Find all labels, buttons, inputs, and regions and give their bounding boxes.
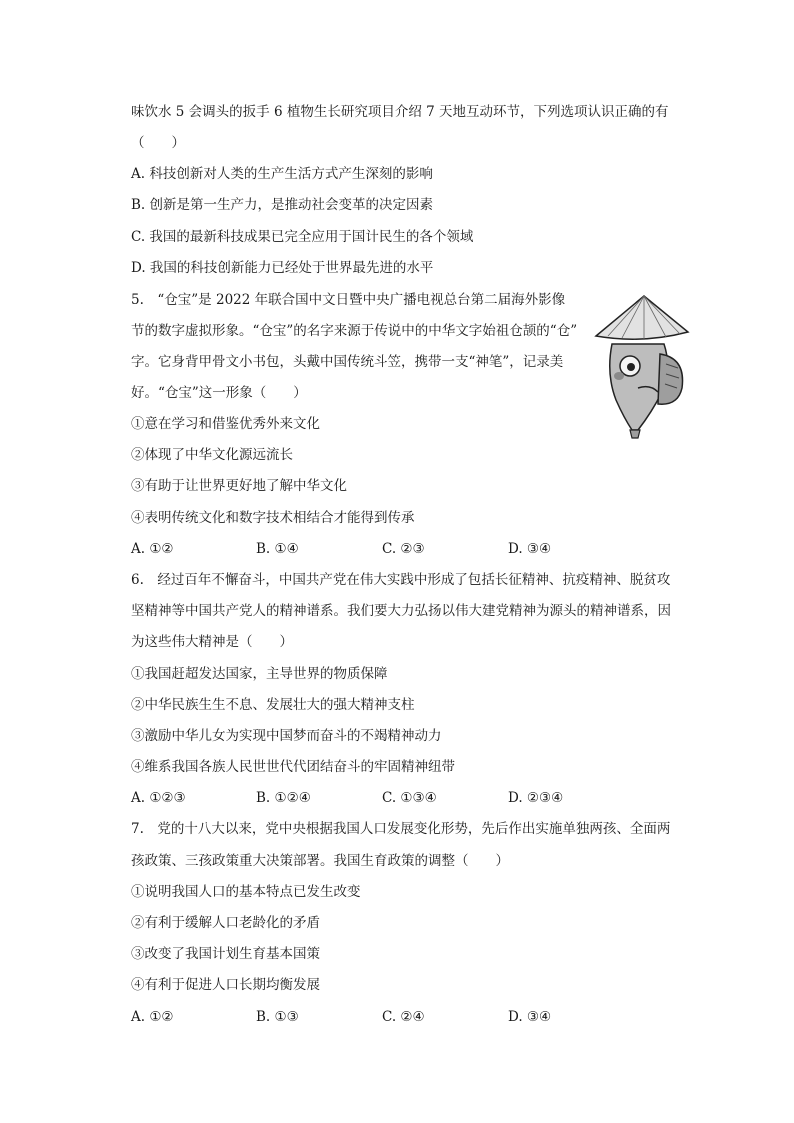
q6-stem-line-2: 坚精神等中国共产党人的精神谱系。我们要大力弘扬以伟大建党精神为源头的精神谱系，因 — [131, 603, 671, 619]
q7-stem-line-1: 7. 党的十八大以来，党中央根据我国人口发展变化形势，先后作出实施单独两孩、全面两 — [131, 821, 671, 837]
q4-answer-blank: （ ） — [131, 135, 185, 151]
q5-choice-d: D. ③④ — [508, 541, 552, 557]
q7-statement-3: ③改变了我国计划生育基本国策 — [131, 946, 320, 962]
q5-stem-line-4: 好。“仓宝”这一形象（ ） — [131, 385, 307, 401]
q6-stem-line-3: 为这些伟大精神是（ ） — [131, 634, 293, 650]
q5-choice-c: C. ②③ — [382, 541, 425, 557]
q6-choice-d: D. ②③④ — [508, 790, 564, 806]
q4-option-b: B. 创新是第一生产力，是推动社会变革的决定因素 — [131, 197, 434, 213]
q5-stem-line-3: 字。它身背甲骨文小书包，头戴中国传统斗笠，携带一支“神笔”，记录美 — [131, 354, 564, 370]
q7-choice-d: D. ③④ — [508, 1009, 552, 1025]
q5-statement-4: ④表明传统文化和数字技术相结合才能得到传承 — [131, 510, 415, 526]
q4-option-a: A. 科技创新对人类的生产生活方式产生深刻的影响 — [131, 166, 433, 182]
q7-stem-line-2: 孩政策、三孩政策重大决策部署。我国生育政策的调整（ ） — [131, 853, 509, 869]
q6-statement-2: ②中华民族生生不息、发展壮大的强大精神支柱 — [131, 697, 415, 713]
q6-choice-a: A. ①②③ — [131, 790, 186, 806]
cangbao-mascot-illustration — [592, 292, 692, 440]
q7-statement-2: ②有利于缓解人口老龄化的矛盾 — [131, 915, 320, 931]
q4-option-d: D. 我国的科技创新能力已经处于世界最先进的水平 — [131, 260, 434, 276]
q5-statement-1: ①意在学习和借鉴优秀外来文化 — [131, 416, 320, 432]
q7-statement-1: ①说明我国人口的基本特点已发生改变 — [131, 884, 361, 900]
q6-choice-b: B. ①②④ — [256, 790, 311, 806]
q4-stem-continuation: 味饮水 5 会调头的扳手 6 植物生长研究项目介绍 7 天地互动环节，下列选项认识正确的有 — [131, 104, 669, 120]
q6-choice-c: C. ①③④ — [382, 790, 437, 806]
q6-stem-line-1: 6. 经过百年不懈奋斗，中国共产党在伟大实践中形成了包括长征精神、抗疫精神、脱贫攻 — [131, 572, 671, 588]
q7-statement-4: ④有利于促进人口长期均衡发展 — [131, 977, 320, 993]
q5-stem-line-2: 节的数字虚拟形象。“仓宝”的名字来源于传说中的中华文字始祖仓颉的“仓” — [131, 323, 578, 339]
q7-choice-a: A. ①② — [131, 1009, 174, 1025]
q5-statement-3: ③有助于让世界更好地了解中华文化 — [131, 478, 347, 494]
q4-option-c: C. 我国的最新科技成果已完全应用于国计民生的各个领域 — [131, 229, 474, 245]
q5-stem-line-1: 5. “仓宝”是 2022 年联合国中文日暨中央广播电视总台第二届海外影像 — [131, 292, 566, 308]
q7-choice-c: C. ②④ — [382, 1009, 425, 1025]
q7-choice-b: B. ①③ — [256, 1009, 299, 1025]
q6-statement-3: ③激励中华儿女为实现中国梦而奋斗的不竭精神动力 — [131, 728, 442, 744]
q6-statement-4: ④维系我国各族人民世世代代团结奋斗的牢固精神纽带 — [131, 759, 455, 775]
q5-choice-b: B. ①④ — [256, 541, 299, 557]
q6-statement-1: ①我国赶超发达国家，主导世界的物质保障 — [131, 666, 388, 682]
q5-statement-2: ②体现了中华文化源远流长 — [131, 447, 293, 463]
q5-choice-a: A. ①② — [131, 541, 174, 557]
